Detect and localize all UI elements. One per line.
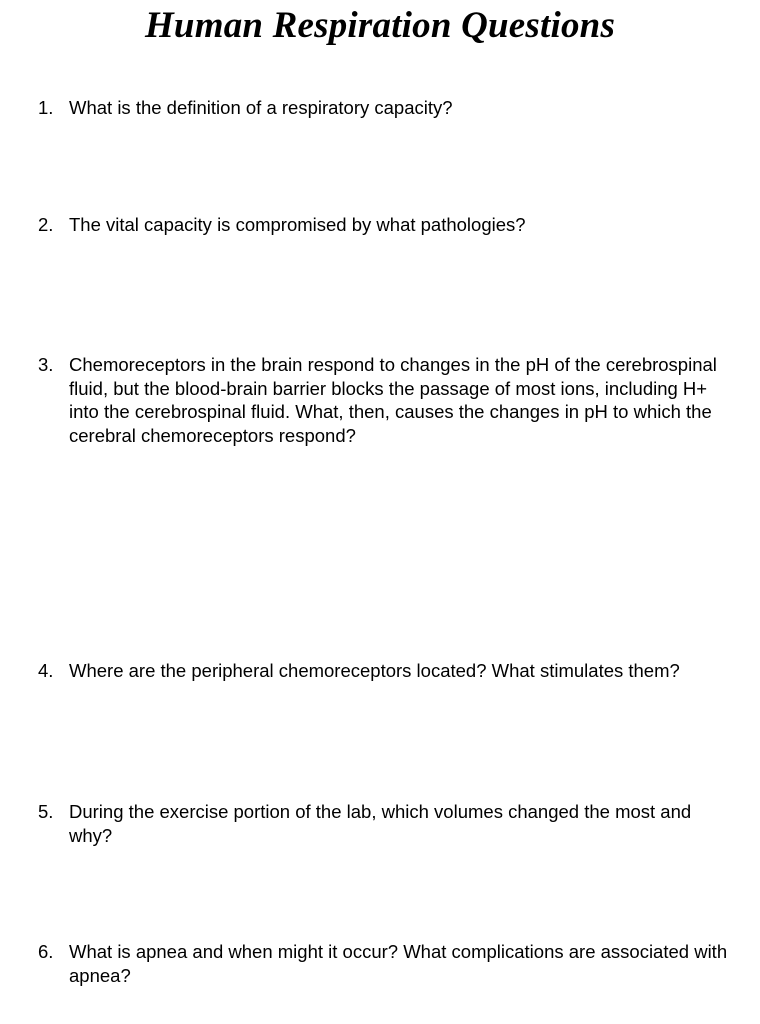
- question-number: 6.: [38, 941, 54, 962]
- question-item: [38, 213, 738, 237]
- question-text: What is the definition of a respiratory capacity?: [69, 97, 453, 118]
- question-text: Chemoreceptors in the brain respond to changes in the pH of the cerebrospinal fluid, but the blood-brain barrier blocks the passage of most ions, including H+ into the cerebrospinal fluid. What, then, causes the changes in pH to which the cerebral chemoreceptors respond?: [69, 354, 717, 446]
- question-text: Where are the peripheral chemoreceptors located? What stimulates them?: [69, 660, 680, 681]
- question-text: During the exercise portion of the lab, which volumes changed the most and why?: [69, 801, 692, 846]
- question-number: 3.: [38, 354, 54, 375]
- question-number: 4.: [38, 660, 54, 681]
- page-title: Human Respiration Questions: [144, 5, 616, 46]
- question-text: What is apnea and when might it occur? What complications are associated with apnea?: [69, 941, 728, 986]
- question-item: [38, 800, 738, 847]
- question-item: [38, 96, 738, 120]
- question-item: [38, 659, 738, 683]
- question-number: 5.: [38, 801, 54, 822]
- question-number: 1.: [38, 97, 54, 118]
- question-number: 2.: [38, 214, 54, 235]
- question-text: The vital capacity is compromised by what pathologies?: [69, 214, 526, 235]
- question-item: [38, 353, 738, 447]
- question-item: [38, 940, 738, 987]
